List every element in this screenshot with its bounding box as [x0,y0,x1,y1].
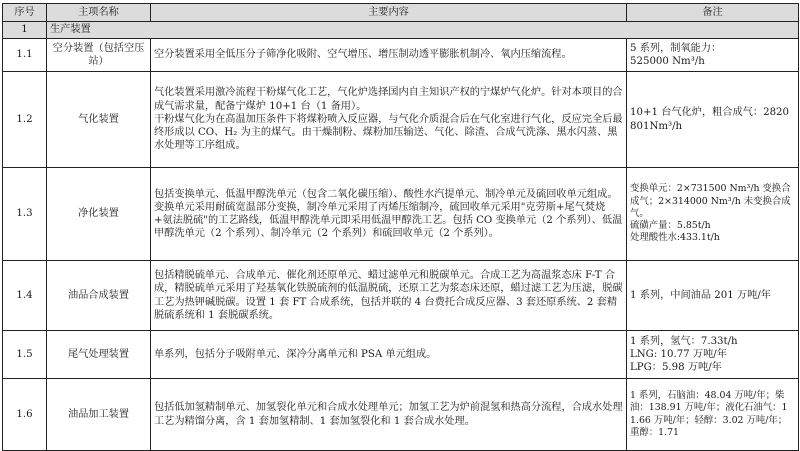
row-content: 气化装置采用激冷流程干粉煤气化工艺，气化炉选择国内自主知识产权的宁煤炉气化炉。针对本项目的合成气需求量，配备宁煤炉 10+1 台（1 备用）。 干粉煤气化为在高温加压条件下将煤粉喷入反应器，与气化介质混合后在气化室进行气化，反应完全后最终形成以 CO、H₂ 为主的煤气。由干燥制粉、煤粉加压输送、气化、除渣、合成气洗涤、黑水闪蒸、黑水处理等工序组成。 [151,72,627,168]
table-row [3,39,799,72]
table-row [3,168,799,261]
table-row [3,379,799,451]
table-row [3,72,799,168]
device-table [2,3,799,451]
row-note: 5 系列，制氧能力： 525000 Nm³/h [627,39,799,72]
row-no: 1.3 [3,168,47,261]
row-content: 包括低加氢精制单元、加氢裂化单元和合成水处理单元；加氢工艺为炉前混氢和热高分流程，合成水处理工艺为精馏分离，含 1 套加氢精制、1 套加氢裂化和 1 套合成水处理。 [151,379,627,451]
row-content: 包括精脱硫单元、合成单元、催化剂还原单元、蜡过滤单元和脱碳单元。合成工艺为高温浆态床 F-T 合成，精脱硫单元采用了羟基氧化铁脱硫剂的低温脱硫，还原工艺为浆态床还原，蜡过滤工艺为压滤，脱碳工艺为热钾碱脱碳。设置 1 套 FT 合成系统，包括并联的 4 台费托合成反应器、3 套还原系统、2 套精脱硫系统和 1 套脱碳系统。 [151,261,627,331]
row-content: 包括变换单元、低温甲醇洗单元（包含二氧化碳压缩）、酸性水汽提单元、制冷单元及硫回收单元组成。变换单元采用耐硫宽温部分变换，制冷单元采用了丙烯压缩制冷，硫回收单元采用"克劳斯+尾气焚烧+氨法脱硫"的工艺路线，低温甲醇洗单元即采用低温甲醇洗工艺。包括 CO 变换单元（2 个系列）、低温甲醇洗单元（2 个系列）、制冷单元（2 个系列）和硫回收单元（2 个系列）。 [151,168,627,261]
row-content: 单系列，包括分子吸附单元、深冷分离单元和 PSA 单元组成。 [151,331,627,379]
row-note: 变换单元：2×731500 Nm³/h 变换合成气；2×314000 Nm³/h 未变换合成气。 硫磺产量：5.85t/h 处理酸性水:433.1t/h [627,168,799,261]
header-no: 序号 [3,4,47,22]
row-content: 空分装置采用全低压分子筛净化吸附、空气增压、增压制动透平膨胀机制冷、氧内压缩流程。 [151,39,627,72]
row-note: 10+1 台气化炉，粗合成气：2820801Nm³/h [627,72,799,168]
row-note: 1 系列，氢气：7.33t/h LNG: 10.77 万吨/年 LPG：5.98 万吨/年 [627,331,799,379]
row-name: 空分装置（包括空压站） [47,39,151,72]
row-name: 气化装置 [47,72,151,168]
header-note: 备注 [627,4,799,22]
row-no: 1.4 [3,261,47,331]
row-note: 1 系列，中间油品 201 万吨/年 [627,261,799,331]
row-no: 1.6 [3,379,47,451]
section-row [3,22,799,39]
section-title: 生产装置 [47,22,799,39]
row-name: 净化装置 [47,168,151,261]
row-name: 尾气处理装置 [47,331,151,379]
row-name: 油品加工装置 [47,379,151,451]
table-row [3,331,799,379]
section-no: 1 [3,22,47,39]
table-header-row [3,4,799,22]
row-no: 1.5 [3,331,47,379]
row-note: 1 系列，石脑油：48.04 万吨/年；柴油：138.91 万吨/年；液化石油气：11.66 万吨/年；轻醇：3.02 万吨/年；重醇：1.71 [627,379,799,451]
row-no: 1.2 [3,72,47,168]
table-row [3,261,799,331]
header-name: 主项名称 [47,4,151,22]
row-no: 1.1 [3,39,47,72]
row-name: 油品合成装置 [47,261,151,331]
header-content: 主要内容 [151,4,627,22]
